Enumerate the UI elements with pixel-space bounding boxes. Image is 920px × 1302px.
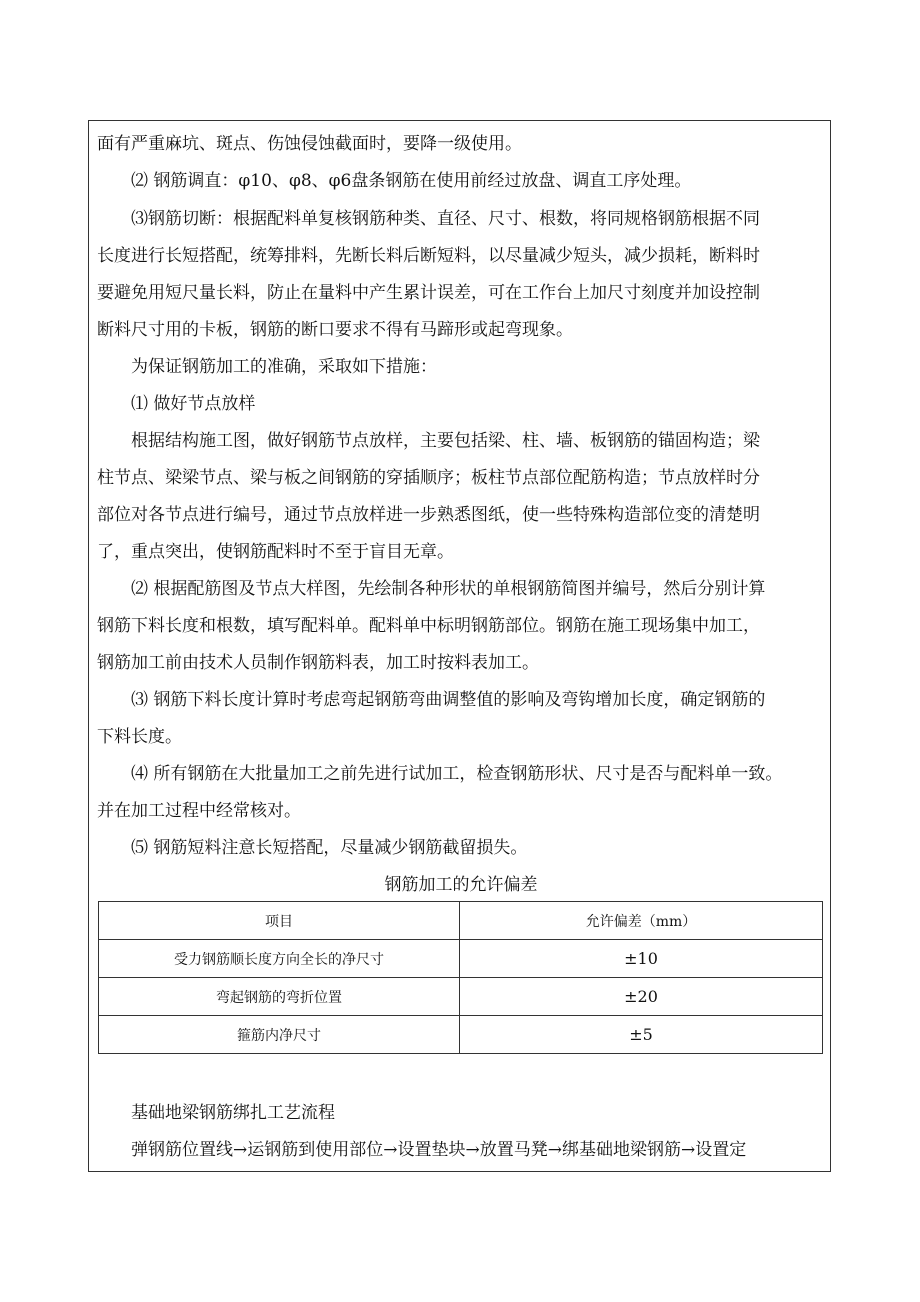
text-line: 了，重点突出，使钢筋配料时不至于盲目无章。 — [97, 542, 454, 562]
header-item: 项目 — [99, 902, 460, 940]
row-tolerance: ±10 — [460, 940, 823, 978]
process-flow: 弹钢筋位置线→运钢筋到使用部位→设置垫块→放置马凳→绑基础地梁钢筋→设置定 — [131, 1140, 747, 1160]
table-caption: 钢筋加工的允许偏差 — [384, 875, 538, 895]
text-line: 根据结构施工图，做好钢筋节点放样，主要包括梁、柱、墙、板钢筋的锚固构造；梁 — [131, 431, 760, 451]
table-row — [99, 978, 823, 1016]
text-line: 面有严重麻坑、斑点、伤蚀侵蚀截面时，要降一级使用。 — [97, 134, 522, 154]
table-header-row — [99, 902, 823, 940]
text-line: ⑸ 钢筋短料注意长短搭配，尽量减少钢筋截留损失。 — [131, 838, 528, 858]
table-row — [99, 1016, 823, 1054]
row-item: 弯起钢筋的弯折位置 — [99, 978, 460, 1016]
text-line: 为保证钢筋加工的准确，采取如下措施： — [131, 357, 437, 377]
document-frame — [88, 120, 831, 1172]
text-line: ⑴ 做好节点放样 — [131, 394, 256, 414]
row-item: 箍筋内净尺寸 — [99, 1016, 460, 1054]
text-line: ⑵ 根据配筋图及节点大样图，先绘制各种形状的单根钢筋简图并编号，然后分别计算 — [131, 579, 766, 599]
text-line: 部位对各节点进行编号，通过节点放样进一步熟悉图纸，使一些特殊构造部位变的清楚明 — [97, 505, 760, 525]
row-tolerance: ±20 — [460, 978, 823, 1016]
section-title: 基础地梁钢筋绑扎工艺流程 — [131, 1103, 335, 1123]
row-item: 受力钢筋顺长度方向全长的净尺寸 — [99, 940, 460, 978]
text-line: ⑷ 所有钢筋在大批量加工之前先进行试加工，检查钢筋形状、尺寸是否与配料单一致。 — [131, 764, 783, 784]
text-line: 下料长度。 — [97, 727, 182, 747]
text-line: 钢筋下料长度和根数，填写配料单。配料单中标明钢筋部位。钢筋在施工现场集中加工， — [97, 616, 760, 636]
text-line: ⑶ 钢筋下料长度计算时考虑弯起钢筋弯曲调整值的影响及弯钩增加长度，确定钢筋的 — [131, 690, 766, 710]
text-line: 断料尺寸用的卡板，钢筋的断口要求不得有马蹄形或起弯现象。 — [97, 320, 573, 340]
header-tolerance: 允许偏差（mm） — [460, 902, 823, 940]
text-line: 钢筋加工前由技术人员制作钢筋料表，加工时按料表加工。 — [97, 653, 539, 673]
text-line: 并在加工过程中经常核对。 — [97, 801, 301, 821]
text-line: ⑶钢筋切断：根据配料单复核钢筋种类、直径、尺寸、根数，将同规格钢筋根据不同 — [131, 209, 760, 229]
text-line: 长度进行长短搭配，统筹排料，先断长料后断短料，以尽量减少短头，减少损耗，断料时 — [97, 246, 760, 266]
text-line: ⑵ 钢筋调直：φ10、φ8、φ6盘条钢筋在使用前经过放盘、调直工序处理。 — [131, 171, 692, 191]
tolerance-table — [98, 901, 823, 1054]
row-tolerance: ±5 — [460, 1016, 823, 1054]
table-row — [99, 940, 823, 978]
text-line: 要避免用短尺量长料，防止在量料中产生累计误差，可在工作台上加尺寸刻度并加设控制 — [97, 283, 760, 303]
text-line: 柱节点、梁梁节点、梁与板之间钢筋的穿插顺序；板柱节点部位配筋构造；节点放样时分 — [97, 468, 760, 488]
